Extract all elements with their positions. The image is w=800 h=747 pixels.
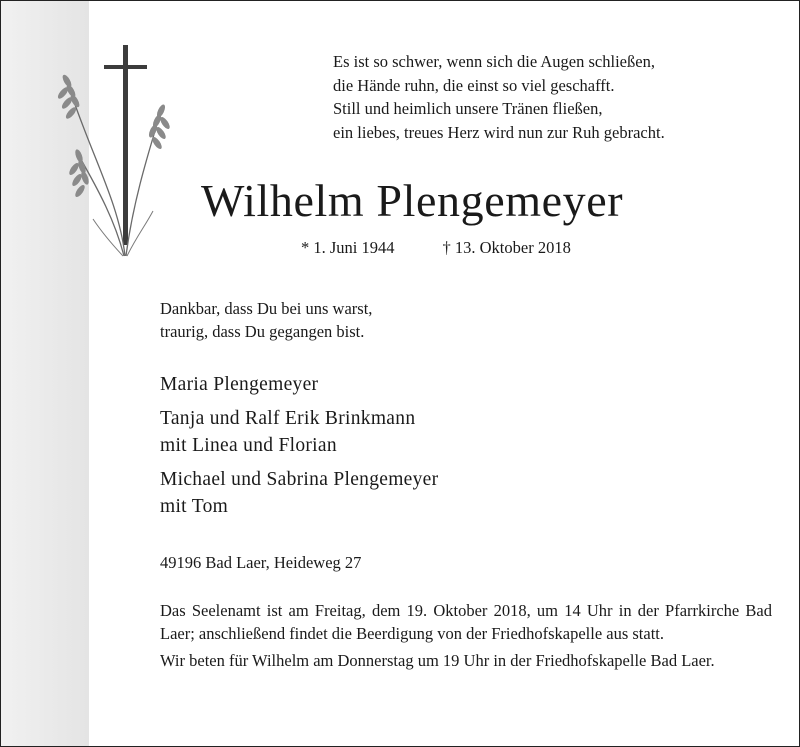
cross-with-wheat-icon [49, 41, 179, 281]
funeral-info: Das Seelenamt ist am Freitag, dem 19. Oktober 2018, um 14 Uhr in der Pfarrkirche Bad Laer; anschließend findet die Beerdigung von der Friedhofskapelle aus statt. [160, 601, 772, 643]
poem-line: ein liebes, treues Herz wird nun zur Ruh gebracht. [333, 122, 665, 142]
poem-line: Still und heimlich unsere Tränen fließen, [333, 99, 603, 118]
mourner-group [160, 466, 438, 520]
birth-date: * 1. Juni 1944 [301, 238, 395, 257]
mourner-line: Michael und Sabrina Plengemeyer [160, 469, 439, 490]
mourner-line: Tanja und Ralf Erik Brinkmann [160, 408, 416, 429]
mourner-group [160, 405, 438, 459]
family-address: 49196 Bad Laer, Heideweg 27 [160, 553, 362, 572]
gratitude-text [160, 297, 372, 343]
deceased-name: Wilhelm Plengemeyer [201, 175, 624, 226]
gratitude-line: traurig, dass Du gegangen bist. [160, 322, 365, 341]
mourner-line: mit Linea und Florian [160, 435, 337, 456]
mourner-line: Maria Plengemeyer [160, 374, 319, 395]
gratitude-line: Dankbar, dass Du bei uns warst, [160, 299, 373, 318]
service-info [160, 599, 772, 676]
prayer-info: Wir beten für Wilhelm am Donnerstag um 19 Uhr in der Friedhofskapelle Bad Laer. [160, 651, 715, 670]
poem-line: Es ist so schwer, wenn sich die Augen schließen, [333, 52, 655, 71]
mourner-group [160, 371, 438, 398]
mourner-line: mit Tom [160, 496, 229, 517]
poem [333, 50, 665, 144]
death-date: † 13. Oktober 2018 [442, 238, 571, 257]
mourners-list [160, 371, 438, 527]
life-dates [301, 237, 571, 259]
poem-line: die Hände ruhn, die einst so viel geschafft. [333, 75, 615, 95]
